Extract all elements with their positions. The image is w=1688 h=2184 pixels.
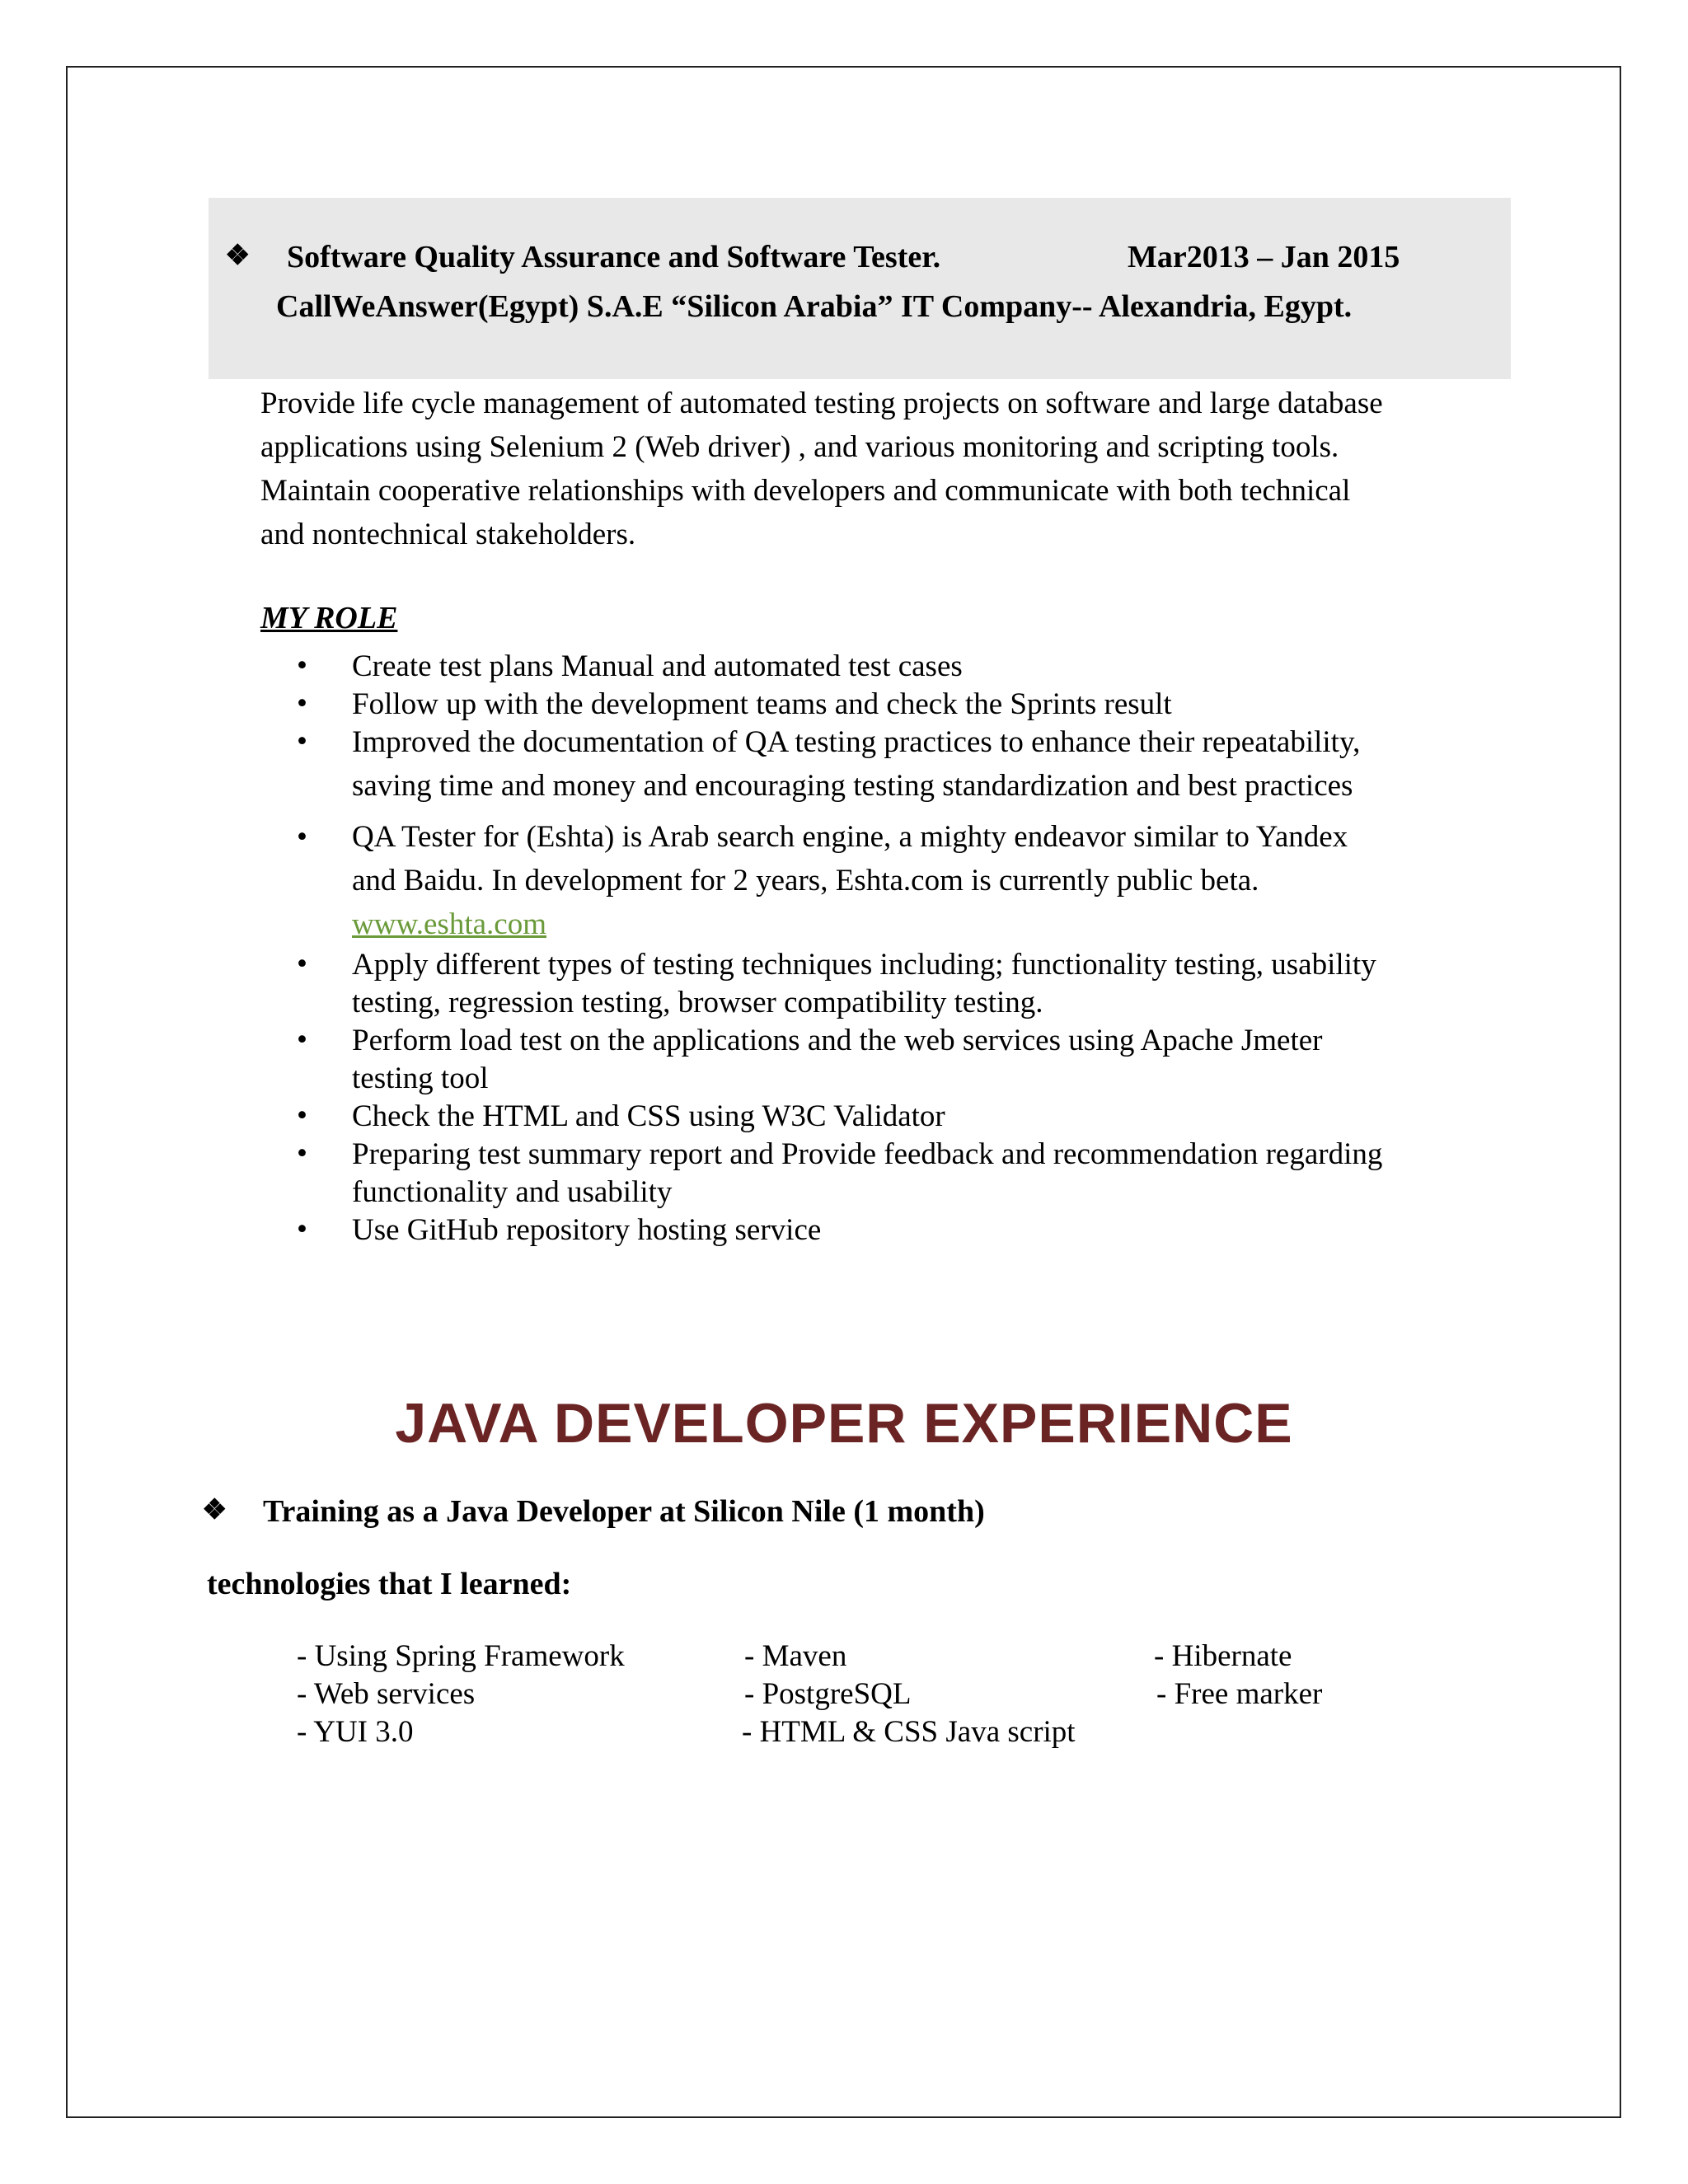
bullet-icon: • — [297, 724, 307, 758]
item-text: Apply different types of testing techniques including; functionality testing, usability — [352, 948, 1376, 982]
item-text: Preparing test summary report and Provide feedback and recommendation regarding — [352, 1137, 1383, 1171]
training-text: Training as a Java Developer at Silicon Nile (1 month) — [263, 1494, 985, 1529]
item-text: testing tool — [352, 1062, 489, 1095]
job-company: CallWeAnswer(Egypt) S.A.E “Silicon Arabia” IT Company-- Alexandria, Egypt. — [276, 289, 1353, 324]
list-item — [260, 1212, 1546, 1249]
my-role-heading: MY ROLE — [260, 601, 398, 635]
list-item — [260, 816, 1546, 946]
summary-line: applications using Selenium 2 (Web driver) , and various monitoring and scripting tools. — [260, 430, 1339, 464]
job-dates: Mar2013 – Jan 2015 — [1128, 240, 1400, 274]
tech-item: - PostgreSQL — [744, 1677, 912, 1711]
bullet-icon: • — [297, 649, 307, 682]
item-text: functionality and usability — [352, 1175, 673, 1209]
bullet-icon: • — [297, 1099, 307, 1132]
bullet-icon: • — [297, 687, 307, 720]
list-item — [260, 686, 1546, 724]
tech-item: - Maven — [744, 1639, 847, 1673]
job-summary — [260, 382, 1513, 556]
diamond-bullet-icon: ❖ — [202, 1495, 227, 1526]
list-item — [260, 1022, 1546, 1098]
item-text: Use GitHub repository hosting service — [352, 1213, 822, 1247]
bullet-icon: • — [297, 1212, 307, 1246]
item-text: and Baidu. In development for 2 years, Eshta.com is currently public beta. — [352, 864, 1259, 898]
list-item — [260, 648, 1546, 686]
tech-item: - Free marker — [1156, 1677, 1323, 1711]
item-text: Create test plans Manual and automated test cases — [352, 649, 963, 683]
list-item — [260, 1098, 1546, 1136]
java-section-title: JAVA DEVELOPER EXPERIENCE — [395, 1392, 1293, 1455]
tech-item: - YUI 3.0 — [297, 1715, 414, 1749]
item-text: saving time and money and encouraging testing standardization and best practices — [352, 769, 1353, 803]
item-text: Improved the documentation of QA testing practices to enhance their repeatability, — [352, 725, 1361, 759]
tech-item: - Using Spring Framework — [297, 1639, 625, 1673]
summary-line: and nontechnical stakeholders. — [260, 518, 636, 551]
list-item — [260, 1136, 1546, 1212]
list-item — [260, 946, 1546, 1022]
bullet-icon: • — [297, 820, 307, 854]
item-text: Follow up with the development teams and check the Sprints result — [352, 687, 1172, 721]
item-text: Perform load test on the applications and the web services using Apache Jmeter — [352, 1024, 1323, 1057]
summary-line: Provide life cycle management of automated testing projects on software and large database — [260, 387, 1383, 420]
tech-item: - HTML & CSS Java script — [742, 1715, 1076, 1749]
diamond-bullet-icon: ❖ — [225, 241, 251, 271]
list-item — [260, 724, 1546, 811]
technologies-heading: technologies that I learned: — [207, 1567, 572, 1601]
bullet-icon: • — [297, 1137, 307, 1170]
item-text: Check the HTML and CSS using W3C Validator — [352, 1099, 945, 1133]
item-text: QA Tester for (Eshta) is Arab search engine, a mighty endeavor similar to Yandex — [352, 820, 1348, 854]
summary-line: Maintain cooperative relationships with developers and communicate with both technical — [260, 474, 1351, 508]
tech-item: - Hibernate — [1154, 1639, 1292, 1673]
role-list — [260, 648, 1546, 1249]
bullet-icon: • — [297, 1023, 307, 1057]
bullet-icon: • — [297, 947, 307, 981]
item-text: testing, regression testing, browser compatibility testing. — [352, 986, 1043, 1019]
tech-item: - Web services — [297, 1677, 476, 1711]
eshta-link[interactable]: www.eshta.com — [352, 907, 546, 941]
job-title: Software Quality Assurance and Software Tester. — [287, 240, 941, 274]
